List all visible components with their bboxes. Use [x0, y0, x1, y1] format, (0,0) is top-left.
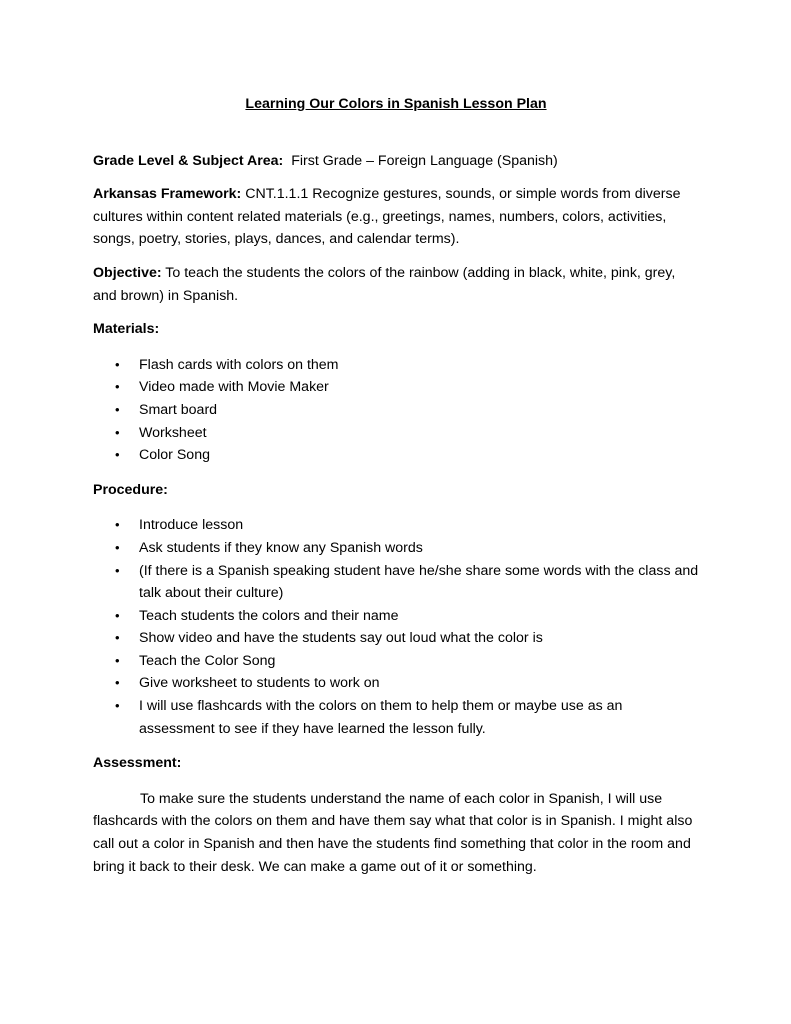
- objective-label: Objective:: [93, 264, 162, 281]
- bullet-icon: •: [115, 675, 120, 691]
- bullet-icon: •: [115, 539, 120, 555]
- procedure-item-text: Teach the Color Song: [139, 652, 276, 669]
- assessment-heading: Assessment:: [93, 755, 182, 772]
- framework-paragraph: [93, 183, 699, 251]
- document-body: [93, 93, 699, 889]
- bullet-icon: •: [115, 447, 120, 463]
- bullet-icon: •: [115, 424, 120, 440]
- procedure-heading: Procedure:: [93, 481, 168, 498]
- procedure-item-text: I will use flashcards with the colors on them to help them or maybe use as an assessment to see if they have learned the lesson fully.: [139, 698, 623, 737]
- procedure-item-text: Introduce lesson: [139, 517, 244, 534]
- bullet-icon: •: [115, 698, 120, 714]
- list-item: [93, 537, 699, 560]
- materials-list: [93, 354, 699, 467]
- bullet-icon: •: [115, 562, 120, 578]
- list-item: [93, 354, 699, 377]
- materials-item-text: Video made with Movie Maker: [139, 379, 329, 396]
- objective-value: To teach the students the colors of the rainbow (adding in black, white, pink, grey, and brown) in Spanish.: [93, 264, 676, 304]
- procedure-item-text: Teach students the colors and their name: [139, 607, 399, 624]
- bullet-icon: •: [115, 652, 120, 668]
- procedure-item-text: Show video and have the students say out loud what the color is: [139, 630, 543, 647]
- materials-item-text: Color Song: [139, 447, 210, 464]
- list-item: [93, 376, 699, 399]
- materials-item-text: Flash cards with colors on them: [139, 356, 339, 373]
- grade-level-line: [93, 150, 699, 173]
- list-item: [93, 605, 699, 628]
- list-item: [93, 444, 699, 467]
- bullet-icon: •: [115, 356, 120, 372]
- list-item: [93, 627, 699, 650]
- grade-level-label: Grade Level & Subject Area:: [93, 152, 284, 169]
- procedure-item-text: Give worksheet to students to work on: [139, 675, 380, 692]
- materials-heading: Materials:: [93, 321, 160, 338]
- list-item: [93, 672, 699, 695]
- materials-item-text: Smart board: [139, 401, 218, 418]
- bullet-icon: •: [115, 607, 120, 623]
- framework-value: CNT.1.1.1 Recognize gestures, sounds, or simple words from diverse cultures within content related materials (e.g., greetings, names, numbers, colors, activities, songs, poetry, stories, plays, dances, and calendar terms).: [93, 186, 681, 248]
- list-item: [93, 650, 699, 673]
- bullet-icon: •: [115, 401, 120, 417]
- bullet-icon: •: [115, 379, 120, 395]
- procedure-item-text: (If there is a Spanish speaking student have he/she share some words with the class and talk about their culture): [139, 562, 699, 602]
- document-title: Learning Our Colors in Spanish Lesson Plan: [245, 96, 547, 112]
- list-item: [93, 399, 699, 422]
- grade-level-value: First Grade – Foreign Language (Spanish): [291, 152, 558, 169]
- framework-label: Arkansas Framework:: [93, 186, 242, 203]
- list-item: [93, 422, 699, 445]
- list-item: [93, 514, 699, 537]
- procedure-list: [93, 514, 699, 740]
- list-item: [93, 560, 699, 605]
- assessment-paragraph: To make sure the students understand the name of each color in Spanish, I will use flashcards with the colors on them and have them say what that color is in Spanish. I might also call out a color in Spanish and then have the students find something that color in the room and bring it back to their desk. We can make a game out of it or something.: [93, 790, 693, 875]
- materials-item-text: Worksheet: [139, 424, 207, 441]
- procedure-item-text: Ask students if they know any Spanish words: [139, 539, 423, 556]
- objective-paragraph: [93, 262, 699, 307]
- list-item: [93, 695, 699, 740]
- bullet-icon: •: [115, 630, 120, 646]
- bullet-icon: •: [115, 517, 120, 533]
